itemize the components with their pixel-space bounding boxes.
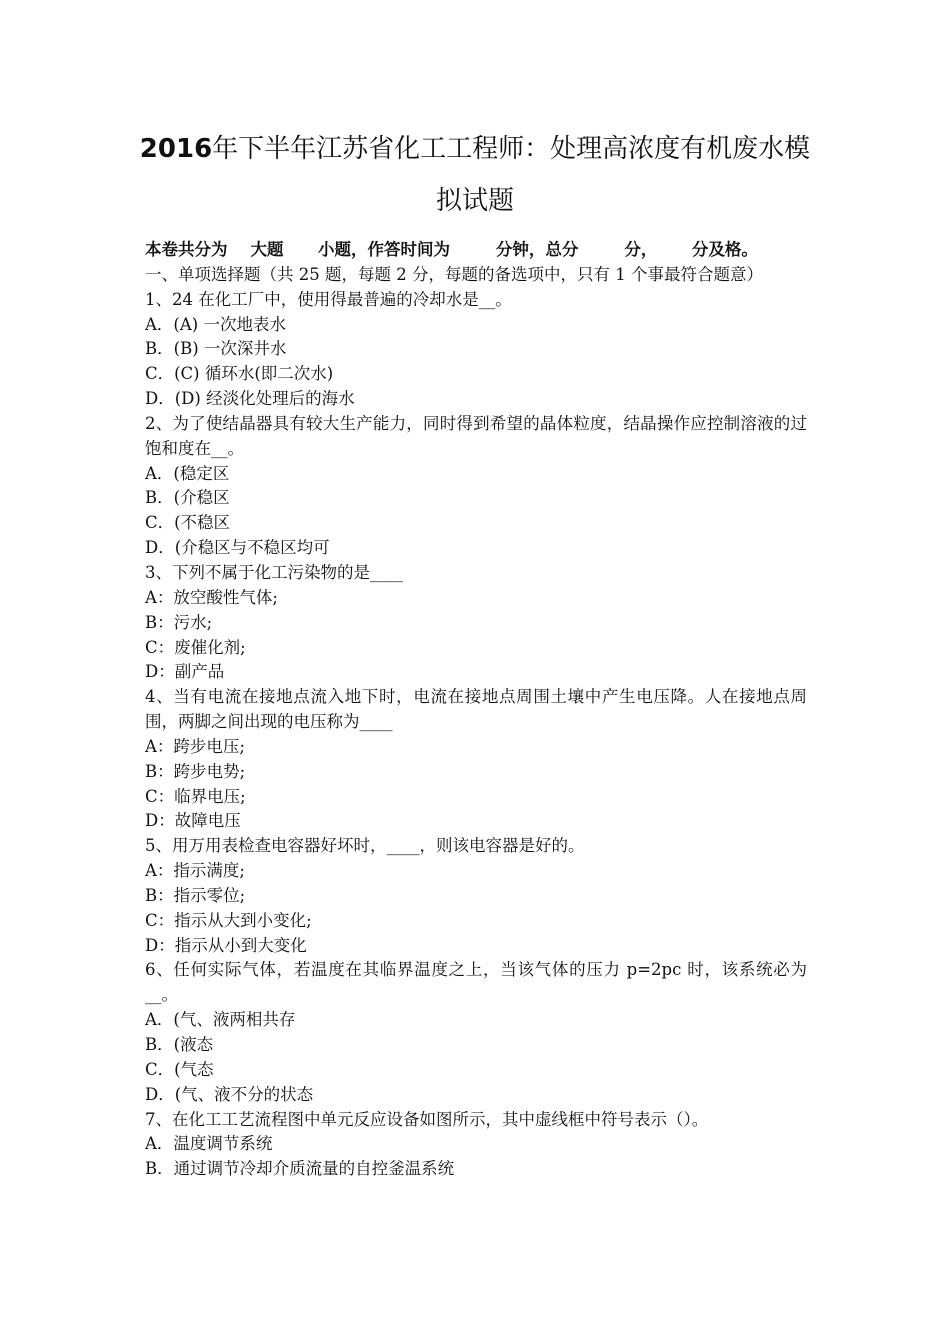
question-stem: 5、用万用表检查电容器好坏时，____，则该电容器是好的。 bbox=[145, 836, 585, 856]
answer-option: C．(不稳区 bbox=[145, 513, 231, 533]
answer-option: B：指示零位; bbox=[145, 885, 246, 905]
answer-option: A：放空酸性气体; bbox=[145, 587, 278, 607]
answer-option: A：指示满度; bbox=[145, 861, 245, 881]
answer-option: D．(D) 经淡化处理后的海水 bbox=[145, 389, 355, 409]
question-2 bbox=[145, 412, 807, 561]
answer-option: C．(气态 bbox=[145, 1059, 214, 1079]
answer-option: B．通过调节冷却介质流量的自控釜温系统 bbox=[145, 1159, 455, 1179]
answer-option: A．(稳定区 bbox=[145, 463, 230, 483]
title-text: 年下半年江苏省化工工程师：处理高浓度有机废水模 bbox=[212, 134, 811, 164]
answer-option: D：指示从小到大变化 bbox=[145, 935, 307, 955]
question-stem: 1、24 在化工厂中，使用得最普遍的冷却水是__。 bbox=[145, 289, 512, 309]
answer-option: A．温度调节系统 bbox=[145, 1134, 273, 1154]
answer-option: B．(液态 bbox=[145, 1035, 214, 1054]
question-1 bbox=[145, 288, 807, 412]
answer-option: D：副产品 bbox=[145, 662, 225, 682]
question-7 bbox=[145, 1108, 807, 1183]
answer-option: C．(C) 循环水(即二次水) bbox=[145, 364, 334, 384]
answer-option: C：临界电压; bbox=[145, 786, 246, 806]
question-3 bbox=[145, 561, 807, 685]
answer-option: A．(A) 一次地表水 bbox=[145, 314, 286, 334]
answer-option: B．(B) 一次深井水 bbox=[145, 339, 287, 359]
answer-option: B：跨步电势; bbox=[145, 761, 246, 781]
answer-option: B：污水; bbox=[145, 612, 213, 632]
question-5 bbox=[145, 834, 807, 958]
question-4 bbox=[145, 685, 807, 834]
answer-option: D．(介稳区与不稳区均可 bbox=[145, 538, 330, 558]
answer-option: D．(气、液不分的状态 bbox=[145, 1084, 314, 1104]
document-title-line-1 bbox=[100, 134, 850, 164]
answer-option: A．(气、液两相共存 bbox=[145, 1010, 296, 1030]
question-stem: 6、任何实际气体，若温度在其临界温度之上，当该气体的压力 p=2pc 时，该系统必为__。 bbox=[145, 960, 807, 1005]
answer-option: A：跨步电压; bbox=[145, 736, 245, 756]
section-heading: 一、单项选择题（共 25 题，每题 2 分，每题的备选项中，只有 1 个事最符合题意） bbox=[145, 264, 763, 284]
title-year: 2016 bbox=[139, 134, 213, 164]
question-6 bbox=[145, 958, 807, 1107]
question-stem: 7、在化工工艺流程图中单元反应设备如图所示，其中虚线框中符号表示（）。 bbox=[145, 1109, 709, 1129]
question-stem: 4、当有电流在接地点流入地下时，电流在接地点周围土壤中产生电压降。人在接地点周围，两脚之间出现的电压称为____ bbox=[145, 687, 807, 732]
exam-intro: 本卷共分为 大题 小题，作答时间为 分钟，总分 分， 分及格。 bbox=[145, 240, 758, 259]
document-title-line-2: 拟试题 bbox=[435, 186, 514, 216]
exam-content bbox=[145, 238, 807, 1182]
question-stem: 3、下列不属于化工污染物的是____ bbox=[145, 562, 403, 582]
answer-option: C：废催化剂; bbox=[145, 637, 246, 657]
question-stem: 2、为了使结晶器具有较大生产能力，同时得到希望的晶体粒度，结晶操作应控制溶液的过饱和度在__。 bbox=[145, 413, 807, 458]
answer-option: C：指示从大到小变化; bbox=[145, 910, 312, 930]
answer-option: D：故障电压 bbox=[145, 811, 241, 831]
answer-option: B．(介稳区 bbox=[145, 488, 230, 508]
